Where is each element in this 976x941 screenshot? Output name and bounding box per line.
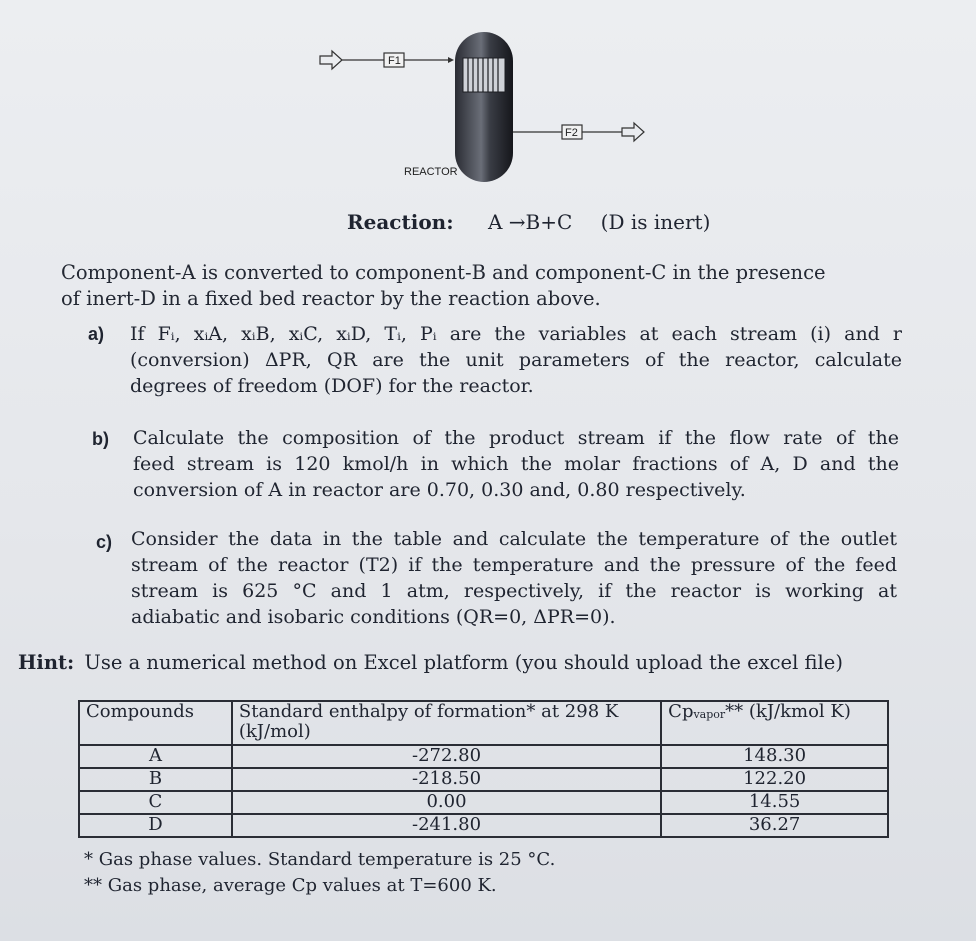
intro-line-1: Component-A is converted to component-B and component-C in the presence: [61, 261, 826, 284]
cell-compound: B: [79, 768, 232, 791]
data-table: [78, 700, 889, 838]
item-c-text: [131, 526, 897, 630]
header-cp-subscript: vapor: [693, 708, 726, 721]
reactor-label: REACTOR: [404, 166, 458, 178]
cell-compound: C: [79, 791, 232, 814]
reaction-label: Reaction:: [347, 210, 454, 234]
stream-label-f1: F1: [388, 55, 401, 67]
header-cp-main: Cp: [668, 701, 694, 722]
cell-enthalpy: -272.80: [232, 745, 661, 768]
footnote-2: ** Gas phase, average Cp values at T=600 K.: [84, 875, 497, 896]
cell-cp: 122.20: [661, 768, 888, 791]
table-row: [79, 768, 888, 791]
item-b-line-1: Calculate the composition of the product stream if the flow rate of the: [133, 427, 899, 449]
item-b-text: [133, 425, 899, 503]
cell-enthalpy: 0.00: [232, 791, 661, 814]
reaction-line: [347, 210, 710, 234]
item-c-line-1: Consider the data in the table and calculate the temperature of the outlet: [131, 528, 897, 550]
footnote-1: * Gas phase values. Standard temperature is 25 °C.: [84, 849, 556, 870]
table-row: [79, 791, 888, 814]
reactor-diagram: [300, 20, 680, 190]
item-a-text: [130, 321, 902, 399]
table-row: [79, 814, 888, 837]
cell-compound: D: [79, 814, 232, 837]
reaction-equation: A →B+C: [487, 210, 573, 234]
header-cp-rest: ** (kJ/kmol K): [725, 701, 851, 722]
header-cp: [661, 701, 888, 745]
item-c-line-2: stream of the reactor (T2) if the temperature and the pressure of the feed: [131, 554, 897, 576]
reactor-vessel-icon: [455, 32, 513, 182]
cell-enthalpy: -218.50: [232, 768, 661, 791]
hint-text: Use a numerical method on Excel platform (you should upload the excel file): [84, 651, 843, 674]
item-c-marker: c): [96, 532, 113, 552]
item-c-line-3: stream is 625 °C and 1 atm, respectively, if the reactor is working at: [131, 580, 897, 602]
stream-label-f2: F2: [565, 127, 578, 139]
cell-enthalpy: -241.80: [232, 814, 661, 837]
item-b-marker: b): [92, 429, 109, 449]
inlet-arrow-icon: [320, 51, 342, 69]
cell-compound: A: [79, 745, 232, 768]
item-a-line-2: (conversion) ΔPR, QR are the unit parameters of the reactor, calculate: [130, 349, 902, 371]
item-c-line-4: adiabatic and isobaric conditions (QR=0, ΔPR=0).: [131, 606, 616, 628]
header-enthalpy: Standard enthalpy of formation* at 298 K (kJ/mol): [232, 701, 661, 745]
item-a-line-3: degrees of freedom (DOF) for the reactor.: [130, 375, 534, 397]
item-b-line-2: feed stream is 120 kmol/h in which the molar fractions of A, D and the: [133, 453, 899, 475]
item-a-line-1: If Fᵢ, xᵢA, xᵢB, xᵢC, xᵢD, Tᵢ, Pᵢ are the variables at each stream (i) and r: [130, 323, 902, 345]
table-row: [79, 745, 888, 768]
intro-line-2: of inert-D in a fixed bed reactor by the reaction above.: [61, 287, 601, 310]
hint-line: [18, 651, 843, 674]
hint-label: Hint:: [18, 651, 75, 674]
item-b-line-3: conversion of A in reactor are 0.70, 0.30 and, 0.80 respectively.: [133, 479, 746, 501]
cell-cp: 14.55: [661, 791, 888, 814]
table-header-row: [79, 701, 888, 745]
reaction-note: (D is inert): [600, 210, 711, 234]
outlet-arrow-icon: [622, 123, 644, 141]
cell-cp: 148.30: [661, 745, 888, 768]
intro-paragraph: [61, 260, 911, 312]
header-compounds: Compounds: [79, 701, 232, 745]
item-a-marker: a): [88, 324, 105, 344]
cell-cp: 36.27: [661, 814, 888, 837]
